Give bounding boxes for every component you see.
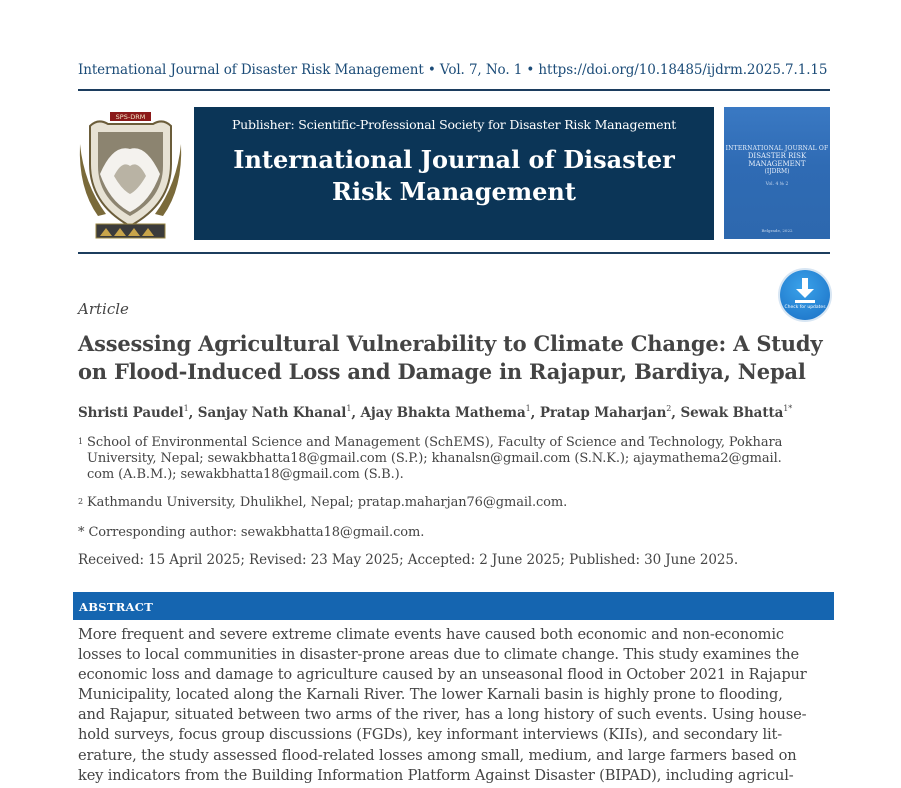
author-name: Shristi Paudel	[78, 405, 184, 421]
corresponding-author-text: Corresponding author: sewakbhatta18@gmail.com.	[88, 525, 425, 540]
affiliation-1-line2: University, Nepal; sewakbhatta18@gmail.com (S.P.); khanalsn@gmail.com (S.N.K.); ajaymathema2@gmail.	[87, 451, 782, 466]
check-for-updates-button[interactable]	[780, 270, 830, 320]
affiliation-1-line3: com (A.B.M.); sewakbhatta18@gmail.com (S.B.).	[87, 467, 404, 482]
check-updates-label: Check for updates	[784, 305, 826, 310]
journal-title	[194, 144, 714, 208]
affiliation-1	[78, 435, 830, 483]
article-type-label: Article	[78, 300, 129, 318]
affiliation-number: 1	[78, 437, 83, 446]
logo-banner-text: SPS-DRM	[115, 113, 146, 121]
cover-line5: Vol. 4 № 2	[765, 182, 789, 187]
publication-dates: Received: 15 April 2025; Revised: 23 May 2025; Accepted: 2 June 2025; Published: 30 June 2025.	[78, 552, 739, 568]
author-affil-mark: 1	[183, 404, 189, 413]
affiliation-2	[78, 495, 567, 511]
cover-line1: INTERNATIONAL JOURNAL OF	[725, 145, 829, 152]
author-name: Sewak Bhatta	[680, 405, 784, 421]
journal-banner	[194, 107, 714, 240]
article-title: Assessing Agricultural Vulnerability to Climate Change: A Study on Flood-Induced Loss and Damage in Rajapur, Bardiya, Nepal	[78, 331, 823, 384]
author-list: Shristi Paudel$^1$, Sanjay Nath Khanal$^1$, Ajay Bhakta Mathema$^1$, Pratap Maharjan$^2$, Sewak Bhatta$^{1*}$	[78, 404, 793, 421]
abstract-body	[78, 625, 830, 786]
author-name: Ajay Bhakta Mathema	[360, 405, 526, 421]
header-rule-top	[78, 89, 830, 91]
corresponding-mark: *	[78, 525, 85, 540]
affiliation-1-line1: School of Environmental Science and Management (SchEMS), Faculty of Science and Technology, Pokhara	[87, 435, 783, 450]
corresponding-author	[78, 525, 424, 541]
abstract-line: More frequent and severe extreme climate events have caused both economic and non-economic	[78, 626, 784, 643]
header-rule-bottom	[78, 252, 830, 254]
journal-title-line2: Risk Management	[332, 177, 576, 206]
abstract-line: and Rajapur, situated between two arms of the river, has a long history of such events. Using house-	[78, 706, 807, 724]
society-logo	[78, 104, 183, 242]
author-affil-mark: 1	[346, 404, 352, 413]
cover-line6: Belgrade, 2022	[761, 228, 793, 233]
abstract-line: erature, the study assessed flood-related losses among small, medium, and large farmers based on	[78, 746, 797, 764]
abstract-line: key indicators from the Building Information Platform Against Disaster (BIPAD), including agricul-	[78, 766, 794, 784]
running-header: International Journal of Disaster Risk Management • Vol. 7, No. 1 • https://doi.org/10.18485/ijdrm.2025.7.1.15	[78, 62, 828, 78]
author-name: Sanjay Nath Khanal	[197, 405, 347, 421]
author-name: Pratap Maharjan	[539, 405, 667, 421]
abstract-line: economic loss and damage to agriculture caused by an unseasonal flood in October 2021 in Rajapur	[78, 666, 807, 684]
cover-line2: DISASTER RISK	[747, 152, 807, 160]
affiliation-number: 2	[78, 497, 83, 506]
author-affil-mark: 1*	[783, 404, 793, 413]
cover-line3: MANAGEMENT	[748, 160, 806, 168]
journal-title-line1: International Journal of Disaster	[233, 145, 675, 174]
download-icon	[780, 270, 830, 308]
author-affil-mark: 2	[666, 404, 672, 413]
abstract-line: Municipality, located along the Karnali River. The lower Karnali basin is highly prone to flooding,	[78, 686, 783, 704]
affiliation-2-text: Kathmandu University, Dhulikhel, Nepal; pratap.maharjan76@gmail.com.	[87, 495, 568, 510]
abstract-line: losses to local communities in disaster-prone areas due to climate change. This study examines the	[78, 646, 800, 664]
journal-cover-thumbnail	[724, 107, 830, 239]
cover-line4: (IJDRM)	[764, 168, 790, 175]
abstract-heading-bar	[73, 592, 834, 620]
abstract-line: hold surveys, focus group discussions (FGDs), key informant interviews (KIIs), and secondary lit-	[78, 726, 783, 744]
publisher-line: Publisher: Scientific-Professional Society for Disaster Risk Management	[231, 117, 677, 132]
abstract-heading: ABSTRACT	[79, 600, 154, 614]
author-affil-mark: 1	[525, 404, 531, 413]
